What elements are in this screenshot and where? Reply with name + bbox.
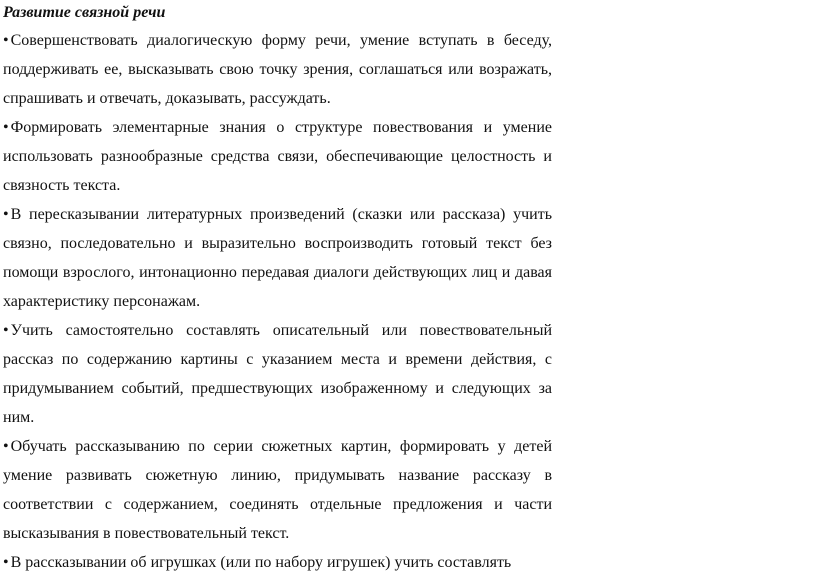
list-item-text: В пересказывании литературных произведений (сказки или рассказа) учить связно, последовательно и выразительно воспроизводить готовый текст без помощи взрослого, интонационно передавая диалоги действующих лиц и давая характеристику персонажам. bbox=[3, 206, 552, 310]
list-item-text: Обучать рассказыванию по серии сюжетных картин, формировать у детей умение развивать сюжетную линию, придумывать название рассказу в соответствии с содержанием, соединять отдельные предложения и части высказывания в повествовательный текст. bbox=[3, 438, 552, 542]
list-item bbox=[3, 432, 552, 548]
list-item bbox=[3, 113, 552, 200]
list-item bbox=[3, 200, 552, 316]
section-heading: Развитие связной речи bbox=[3, 4, 166, 21]
list-item-text: Совершенствовать диалогическую форму речи, умение вступать в беседу, поддерживать ее, высказывать свою точку зрения, соглашаться или возражать, спрашивать и отвечать, доказывать, рассуждать. bbox=[3, 32, 552, 107]
bullet-marker: • bbox=[3, 438, 9, 455]
bullet-marker: • bbox=[3, 322, 9, 339]
bullet-marker: • bbox=[3, 119, 9, 136]
bullet-marker: • bbox=[3, 32, 9, 49]
list-item bbox=[3, 548, 552, 577]
list-item-text: Учить самостоятельно составлять описательный или повествовательный рассказ по содержанию картины с указанием места и времени действия, с придумыванием событий, предшествующих изображенному и следующих за ним. bbox=[3, 322, 552, 426]
list-item-text: В рассказывании об игрушках (или по набору игрушек) учить составлять bbox=[10, 554, 512, 571]
list-item bbox=[3, 316, 552, 432]
list-item-text: Формировать элементарные знания о структуре повествования и умение использовать разнообразные средства связи, обеспечивающие целостность и связность текста. bbox=[3, 119, 552, 194]
bullet-marker: • bbox=[3, 206, 9, 223]
list-item bbox=[3, 26, 552, 113]
bullet-marker: • bbox=[3, 554, 9, 571]
